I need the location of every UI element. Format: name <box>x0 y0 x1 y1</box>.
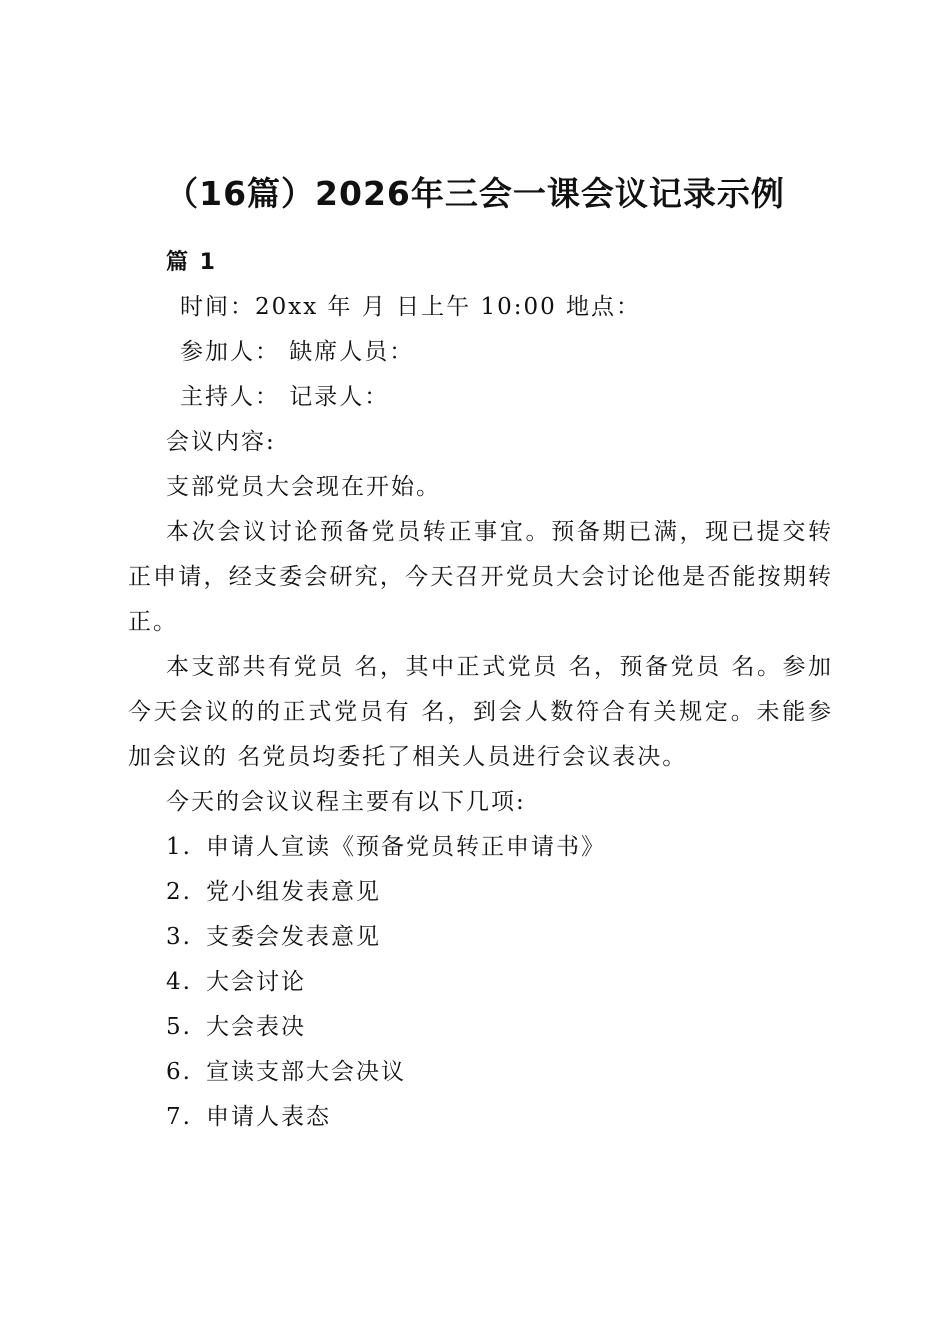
host-recorder-line: 主持人： 记录人： <box>180 384 390 410</box>
agenda-item-text: 大会表决 <box>206 1014 306 1040</box>
agenda-item-text: 申请人表态 <box>206 1104 331 1130</box>
agenda-item-number: 6. <box>166 1059 192 1085</box>
agenda-item-number: 7. <box>166 1104 192 1130</box>
agenda-item-text: 支委会发表意见 <box>206 924 381 950</box>
agenda-item <box>128 915 833 960</box>
paragraph-agenda-intro: 今天的会议议程主要有以下几项: <box>166 789 526 815</box>
agenda-item <box>128 1050 833 1095</box>
agenda-item-number: 3. <box>166 924 192 950</box>
agenda-item <box>128 870 833 915</box>
document-title: （16篇）2026年三会一课会议记录示例 <box>165 174 785 213</box>
agenda-item <box>128 960 833 1005</box>
paragraph-opening: 支部党员大会现在开始。 <box>166 474 441 500</box>
attendees-line: 参加人： 缺席人员： <box>180 339 415 365</box>
meeting-content-label: 会议内容: <box>166 429 276 455</box>
document-body <box>128 240 833 1140</box>
agenda-item-text: 大会讨论 <box>206 969 306 995</box>
agenda-item-number: 1. <box>166 834 192 860</box>
paragraph-attendance: 本支部共有党员 名，其中正式党员 名，预备党员 名。参加今天会议的的正式党员有 名，到会人数符合有关规定。未能参加会议的 名党员均委托了相关人员进行会议表决。 <box>128 654 833 770</box>
agenda-item-number: 4. <box>166 969 192 995</box>
time-location-line: 时间：20xx 年 月 日上午 10:00 地点： <box>180 294 642 320</box>
section-heading: 篇 1 <box>166 250 217 275</box>
agenda-list <box>128 825 833 1140</box>
agenda-item-number: 2. <box>166 879 192 905</box>
agenda-item-text: 申请人宣读《预备党员转正申请书》 <box>206 834 606 860</box>
agenda-item <box>128 825 833 870</box>
agenda-item-text: 党小组发表意见 <box>206 879 381 905</box>
agenda-item-number: 5. <box>166 1014 192 1040</box>
agenda-item <box>128 1005 833 1050</box>
agenda-item-text: 宣读支部大会决议 <box>206 1059 406 1085</box>
paragraph-purpose: 本次会议讨论预备党员转正事宜。预备期已满，现已提交转正申请，经支委会研究，今天召开党员大会讨论他是否能按期转正。 <box>128 519 833 635</box>
agenda-item <box>128 1095 833 1140</box>
